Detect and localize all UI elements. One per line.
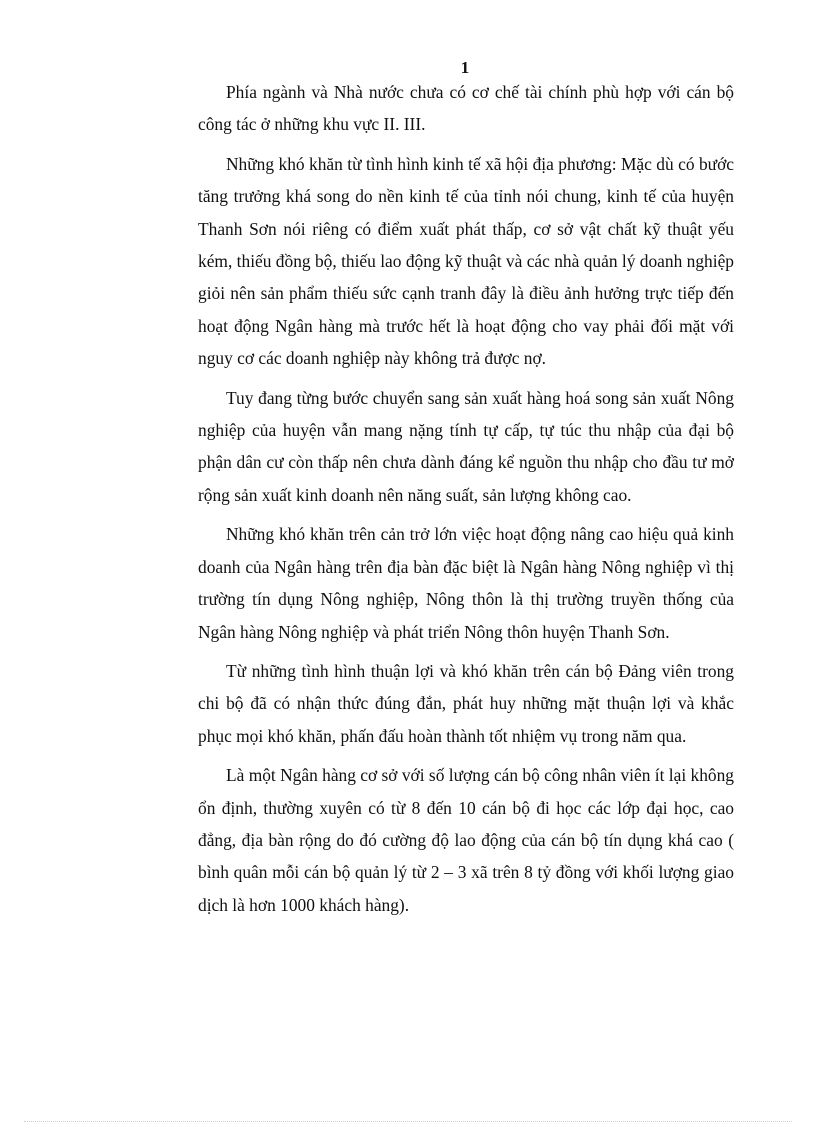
page-bottom-divider [24, 1121, 792, 1122]
page-number: 1 [460, 58, 470, 77]
document-body [198, 76, 734, 928]
paragraph-3: Tuy đang từng bước chuyển sang sản xuất hàng hoá song sản xuất Nông nghiệp của huyện vẫn mang nặng tính tự cấp, tự túc thu nhập của đại bộ phận dân cư còn thấp nên chưa dành đáng kể nguồn thu nhập cho đầu tư mở rộng sản xuất kinh doanh nên năng suất, sản lượng không cao. [198, 387, 734, 505]
paragraph-6: Là một Ngân hàng cơ sở với số lượng cán bộ công nhân viên ít lại không ổn định, thường xuyên có từ 8 đến 10 cán bộ đi học các lớp đại học, cao đẳng, địa bàn rộng do đó cường độ lao động của cán bộ tín dụng khá cao ( bình quân mỗi cán bộ quản lý từ 2 – 3 xã trên 8 tỷ đồng với khối lượng giao dịch là hơn 1000 khách hàng). [198, 765, 734, 915]
paragraph-1: Phía ngành và Nhà nước chưa có cơ chế tài chính phù hợp với cán bộ công tác ở những khu vực II. III. [198, 82, 734, 135]
paragraph-5: Từ những tình hình thuận lợi và khó khăn trên cán bộ Đảng viên trong chi bộ đã có nhận thức đúng đắn, phát huy những mặt thuận lợi và khắc phục mọi khó khăn, phấn đấu hoàn thành tốt nhiệm vụ trong năm qua. [198, 660, 734, 746]
paragraph-4: Những khó khăn trên cản trở lớn việc hoạt động nâng cao hiệu quả kinh doanh của Ngân hàng trên địa bàn đặc biệt là Ngân hàng Nông nghiệp vì thị trường tín dụng Nông nghiệp, Nông thôn là thị trường truyền thống của Ngân hàng Nông nghiệp và phát triển Nông thôn huyện Thanh Sơn. [198, 524, 734, 642]
paragraph-2: Những khó khăn từ tình hình kinh tế xã hội địa phương: Mặc dù có bước tăng trưởng khá song do nền kinh tế của tỉnh nói chung, kinh tế của huyện Thanh Sơn nói riêng có điểm xuất phát thấp, cơ sở vật chất kỹ thuật yếu kém, thiếu đồng bộ, thiếu lao động kỹ thuật và các nhà quản lý doanh nghiệp giỏi nên sản phẩm thiếu sức cạnh tranh đây là điều ảnh hưởng trực tiếp đến hoạt động Ngân hàng mà trước hết là hoạt động cho vay phải đối mặt với nguy cơ các doanh nghiệp này không trả được nợ. [198, 153, 734, 369]
